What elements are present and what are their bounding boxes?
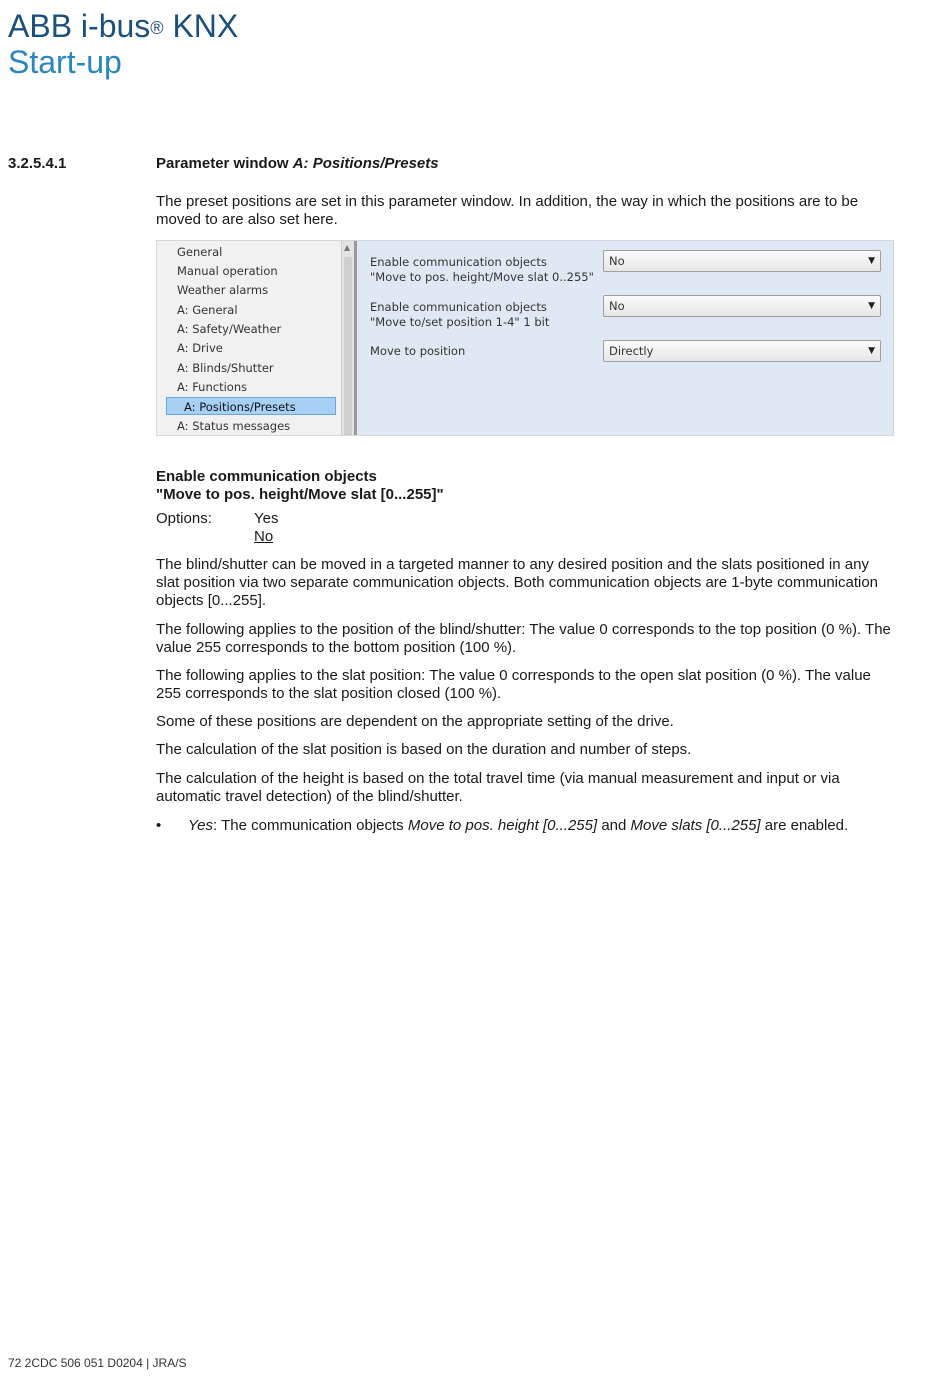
parameter-tree: [157, 241, 351, 436]
chevron-down-icon: ▼: [868, 256, 875, 266]
tree-item-general: General: [177, 245, 223, 259]
tree-item-a-drive: A: Drive: [177, 341, 223, 355]
intro-paragraph: The preset positions are set in this parameter window. In addition, the way in which the positions are to be moved to are also set here.: [156, 193, 859, 228]
paragraph-slat-calculation: The calculation of the slat position is based on the duration and number of steps.: [156, 741, 692, 758]
tree-item-a-general: A: General: [177, 303, 238, 317]
tree-item-a-blinds-shutter: A: Blinds/Shutter: [177, 361, 274, 375]
section-number: 3.2.5.4.1: [8, 155, 67, 172]
paragraph-slat-position: The following applies to the slat position: The value 0 corresponds to the open slat position (0 %). The value 255 corresponds to the slat position closed (100 %).: [156, 667, 871, 702]
options-label: Options:: [156, 510, 212, 527]
tree-scrollbar: [341, 241, 354, 436]
section-title: Parameter window A: Positions/Presets: [156, 155, 439, 172]
paragraph-drive-dependency: Some of these positions are dependent on the appropriate setting of the drive.: [156, 713, 674, 730]
parameter-heading: Enable communication objects "Move to pos. height/Move slat [0...255]": [156, 468, 444, 503]
paragraph-height-calculation: The calculation of the height is based on the total travel time (via manual measurement and input or via automatic travel detection) of the blind/shutter.: [156, 770, 840, 805]
page-footer: 72 2CDC 506 051 D0204 | JRA/S: [8, 1356, 187, 1370]
tree-item-weather-alarms: Weather alarms: [177, 283, 269, 297]
bullet-icon: •: [156, 817, 162, 834]
paragraph-slat-positioning: The blind/shutter can be moved in a targeted manner to any desired position and the slats positioned in any slat position via two separate communication objects. Both communication objects are 1-byte communication objects [0...255].: [156, 556, 879, 609]
scroll-up-icon: ▲: [344, 243, 351, 252]
parameter-window-screenshot: [156, 240, 894, 436]
tree-item-a-positions-presets: A: Positions/Presets: [166, 397, 336, 415]
param-label-move-to-position: Move to position: [370, 344, 466, 358]
option-yes: Yes: [254, 510, 279, 527]
pane-divider: [354, 241, 357, 436]
brand-title: ABB i-bus® KNX: [8, 8, 239, 44]
scroll-thumb: [344, 257, 352, 436]
chevron-down-icon: ▼: [868, 301, 875, 311]
param-label-move-pos: Enable communication objects "Move to pos. height/Move slat 0..255": [370, 255, 594, 284]
chapter-title: Start-up: [8, 44, 122, 80]
tree-item-a-functions: A: Functions: [177, 380, 248, 394]
param-select-move-pos: No ▼: [603, 250, 881, 272]
param-select-set-position: No ▼: [603, 295, 881, 317]
document-header: [8, 8, 238, 80]
option-no-default: No: [254, 528, 274, 545]
tree-item-a-safety-weather: A: Safety/Weather: [177, 322, 282, 336]
paragraph-shutter-position: The following applies to the position of the blind/shutter: The value 0 corresponds to the top position (0 %). The value 255 corresponds to the bottom position (100 %).: [156, 621, 891, 656]
registered-mark: ®: [150, 18, 164, 38]
tree-item-a-status-messages: A: Status messages: [177, 419, 291, 433]
param-label-set-position: Enable communication objects "Move to/set position 1-4" 1 bit: [370, 300, 550, 329]
tree-item-manual-operation: Manual operation: [177, 264, 278, 278]
chevron-down-icon: ▼: [868, 346, 875, 356]
param-select-move-to-position: Directly ▼: [603, 340, 881, 362]
